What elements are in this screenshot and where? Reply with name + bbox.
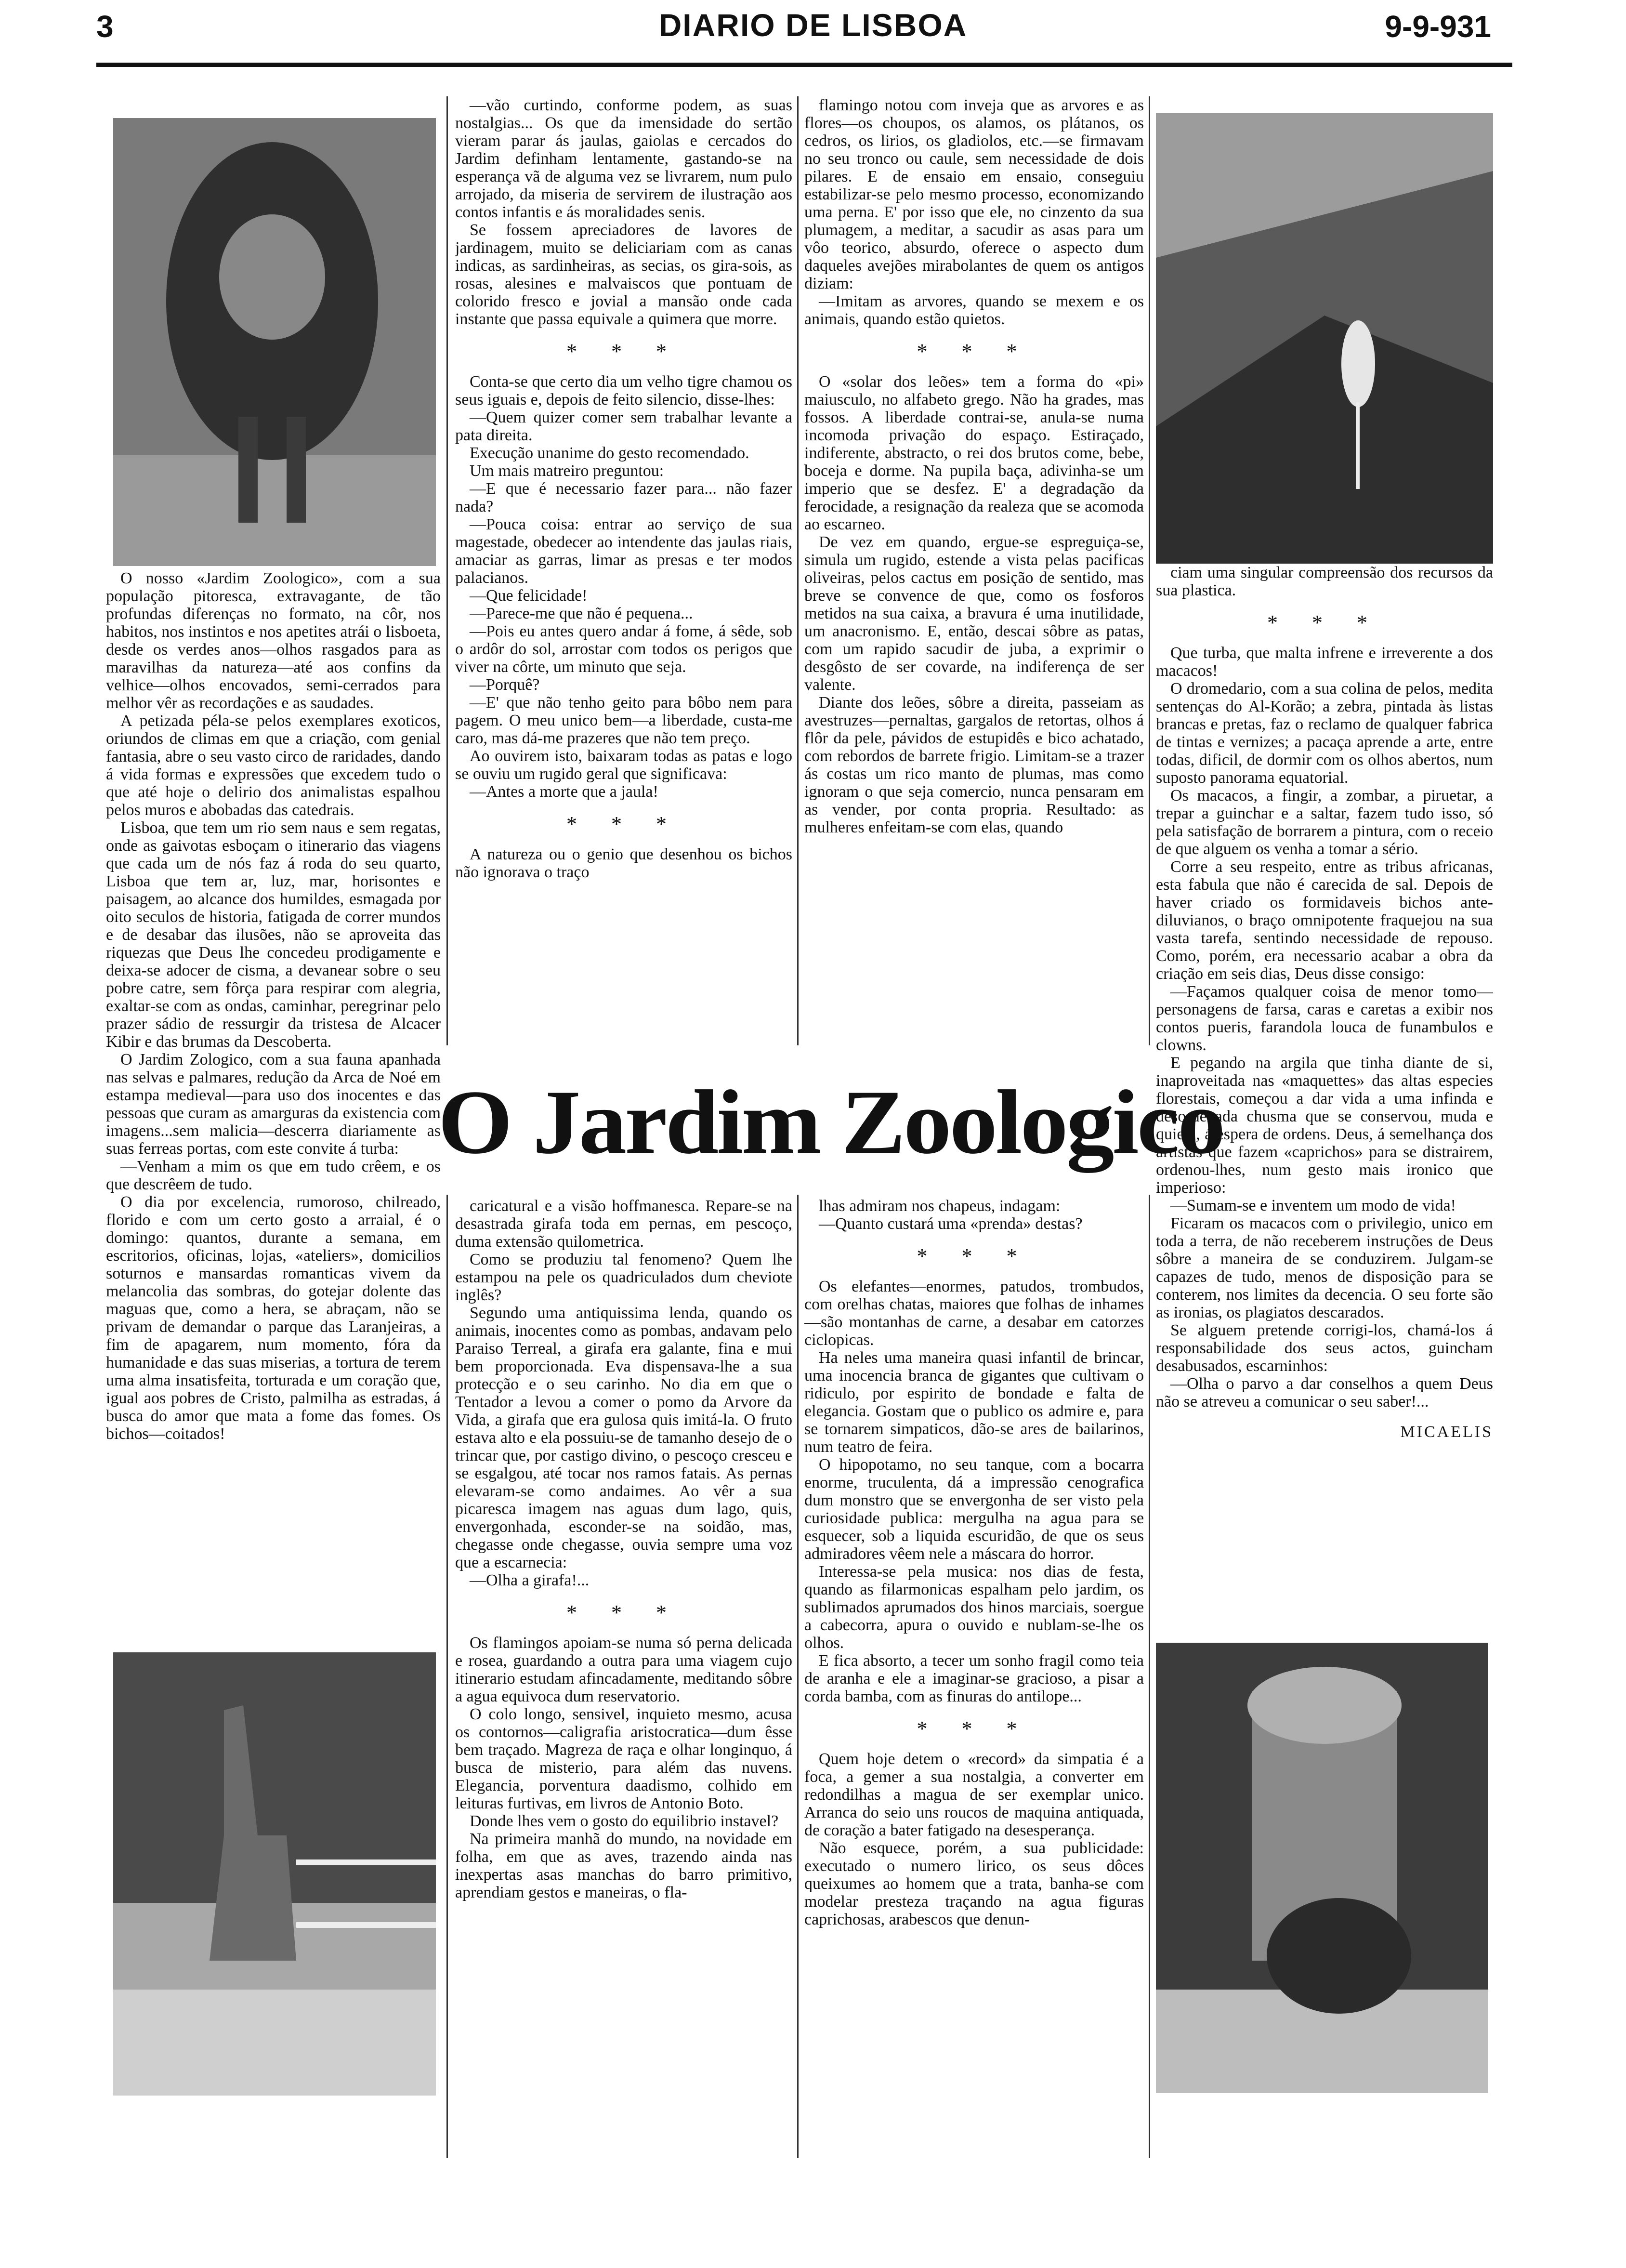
paragraph: Corre a seu respeito, entre as tribus africanas, esta fabula que não é carecida de sal. Depois de haver criado os formidaveis bichos ante-diluvianos, o braço omnipotente fraquejou na sua vasta tarefa, sentindo necessidade de repouso. Como, porém, era necessario acabar a obra da criação em seis dias, Deus disse consigo: xyxy=(1156,858,1493,983)
paragraph: —Imitam as arvores, quando se mexem e os animais, quando estão quietos. xyxy=(804,292,1144,328)
section-separator: * * * xyxy=(566,812,681,836)
lion-photo-image xyxy=(113,118,436,566)
paragraph: Na primeira manhã do mundo, na novidade em folha, em que as aves, trazendo ainda nas inexpertas asas manchas do barro primitivo, aprendiam gestos e maneiras, o fla- xyxy=(455,1830,792,1901)
column-divider xyxy=(1149,1195,1150,2158)
section-separator: * * * xyxy=(917,340,1032,363)
paragraph: Interessa-se pela musica: nos dias de festa, quando as filarmonicas espalham pelo jardim, os sublimados aprumados dos hinos marciais, soergue a cabecorra, apura o ouvido e nublam-se-lhe os olhos. xyxy=(804,1563,1144,1652)
paragraph: O Jardim Zologico, com a sua fauna apanhada nas selvas e palmares, redução da Arca de Noé em estampa medieval—para uso dos inocentes e das pessoas que curam as amarguras da existencia com imagens...sem malicia—descerra diariamente as suas ferreas portas, com este convite á turba: xyxy=(106,1051,441,1158)
paragraph: flamingo notou com inveja que as arvores e as flores—os choupos, os alamos, os plátanos, os cedros, os lirios, os gladiolos, etc.—se firmavam no seu tronco ou caule, sem necessidade de dois pilares. E de ensaio em ensaio, conseguiu estabilizar-se pelo mesmo processo, economizando uma perna. E' por isso que ele, no cinzento da sua plumagem, a meditar, a sacudir as asas para um vôo teorico, absurdo, oferece o aspecto dum daqueles avejões mirabolantes de quem os antigos diziam: xyxy=(804,96,1144,292)
paragraph: E pegando na argila que tinha diante de si, inaproveitada nas «maquettes» das altas especies florestais, começou a dar vida a uma infinda e desordenada chusma que se conservou, muda e quieta, á espera de ordens. Deus, á semelhança dos artistas que fazem «caprichos» para se distrairem, ordenou-lhes, num gesto mais ironico que imperioso: xyxy=(1156,1054,1493,1197)
paragraph: —Antes a morte que a jaula! xyxy=(470,783,658,801)
section-separator: * * * xyxy=(1267,611,1382,634)
paragraph: —E que é necessario fazer para... não fazer nada? xyxy=(455,480,792,515)
photo-lion xyxy=(113,118,436,566)
paragraph: —Parece-me que não é pequena... xyxy=(470,605,693,622)
paragraph: O hipopotamo, no seu tanque, com a bocarra enorme, truculenta, dá a impressão cenografica dum monstro que se envergonha de ser visto pela curiosidade publica: mergulha na agua para se esquecer, sob a liquida escuridão, de que os seus admiradores vêem nele a máscara do horror. xyxy=(804,1456,1144,1563)
giraffe-photo-image xyxy=(113,1652,436,2096)
paragraph: —Olha a girafa!... xyxy=(470,1571,590,1589)
paragraph: —Façamos qualquer coisa de menor tomo—personagens de farsa, caras e caretas a exibir nos contos pueris, farandola louca de funambulos e clowns. xyxy=(1156,983,1493,1054)
paragraph: Diante dos leões, sôbre a direita, passeiam as avestruzes—pernaltas, gargalos de retortas, olhos á flôr da pele, pávidos de estupidês e bico achatado, com rebordos de barrete frigio. Limitam-se a trazer ás costas um rico manto de plumas, mas como ignoram o que seja comercio, nunca pensaram em as vender, por conta propria. Resultado: as mulheres enfeitam-se com elas, quando xyxy=(804,694,1144,836)
page-number: 3 xyxy=(96,9,114,44)
paragraph: A petizada péla-se pelos exemplares exoticos, oriundos de climas em que a criação, com genial fantasia, abre o seu vasto circo de raridades, dando á vida formas e expressões que excedem tudo o que até hoje o delirio dos animalistas espalhou pelos muros e abobadas das catedrais. xyxy=(106,712,441,819)
paragraph: Conta-se que certo dia um velho tigre chamou os seus iguais e, depois de feito silencio, disse-lhes: xyxy=(455,373,792,409)
paragraph: Donde lhes vem o gosto do equilibrio instavel? xyxy=(470,1812,779,1830)
elephant-photo-image xyxy=(1156,1643,1488,2093)
paragraph: Os elefantes—enormes, patudos, trombudos, com orelhas chatas, maiores que folhas de inhames—são montanhas de carne, a desabar em catorzes ciclopicas. xyxy=(804,1278,1144,1349)
section-separator: * * * xyxy=(566,1601,681,1624)
article-headline: O Jardim Zoologico xyxy=(438,1072,1224,1173)
paragraph: Quem hoje detem o «record» da simpatia é a foca, a gemer a sua nostalgia, a converter em redondilhas a magua de ser exemplar unico. Arranca do seio uns roucos de maquina antiquada, de coração a bater fatigado na desesperança. xyxy=(804,1750,1144,1839)
paragraph: —Pois eu antes quero andar á fome, á sêde, sob o ardôr do sol, arrostar com todos os perigos que viver na côrte, um minuto que seja. xyxy=(455,622,792,676)
paragraph: Ficaram os macacos com o privilegio, unico em toda a terra, de não receberem instruções de Deus sôbre a maneira de se conduzirem. Julgam-se capazes de tudo, menos de disposição para se conterem, nos limites da decencia. O seu forte são as ironias, os plagiatos descarados. xyxy=(1156,1214,1493,1321)
paragraph: Não esquece, porém, a sua publicidade: executado o numero lirico, os seus dôces queixumes ao homem que a trata, banha-se com modelar presteza traçando na agua figuras caprichosas, arabescos que denun- xyxy=(804,1839,1144,1928)
paragraph: Os flamingos apoiam-se numa só perna delicada e rosea, guardando a outra para uma viagem cujo itinerario estudam afincadamente, meditando sôbre a agua equivoca dum reservatorio. xyxy=(455,1634,792,1705)
paragraph: —Porquê? xyxy=(470,676,540,694)
paragraph: Um mais matreiro preguntou: xyxy=(470,462,664,480)
paragraph: —Sumam-se e inventem um modo de vida! xyxy=(1170,1197,1456,1214)
column-2-top xyxy=(455,96,792,1045)
paragraph: E fica absorto, a tecer um sonho fragil como teia de aranha e ele a imaginar-se gracioso, a pisar a corda bamba, com as finuras do antilope... xyxy=(804,1652,1144,1705)
paragraph: O «solar dos leões» tem a forma do «pi» maiusculo, no alfabeto grego. Não ha grades, mas fossos. A liberdade contrai-se, anula-se numa incomoda privação do espaço. Estiraçado, indiferente, abstracto, o rei dos brutos come, bebe, boceja e dorme. Na pupila baça, adivinha-se um imperio que se desfez. E' a degradação da ferocidade, a resignação da realeza que se acomoda ao escarneo. xyxy=(804,373,1144,533)
column-3-bottom xyxy=(804,1197,1144,2156)
paragraph: —Quem quizer comer sem trabalhar levante a pata direita. xyxy=(455,409,792,444)
photo-flamingo xyxy=(1156,113,1493,564)
photo-elephant xyxy=(1156,1643,1488,2093)
column-divider xyxy=(446,96,448,1045)
paragraph: Ao ouvirem isto, baixaram todas as patas e logo se ouviu um rugido geral que significava: xyxy=(455,747,792,783)
column-3-top xyxy=(804,96,1144,1045)
paragraph: Execução unanime do gesto recomendado. xyxy=(470,444,749,462)
section-separator: * * * xyxy=(566,340,681,363)
newspaper-title: DIARIO DE LISBOA xyxy=(658,7,968,43)
paragraph: De vez em quando, ergue-se espreguiça-se, simula um rugido, estende a vista pelas pacificas oliveiras, pelos cactus em posição de sentido, mas breve se convence de que, como os fosforos metidos na sua caixa, a bravura é uma inutilidade, um anacronismo. E, então, descai sôbre as patas, com um rapido sacudir de juba, a exprimir o desgôsto de ser covarde, na indiferença de ser valente. xyxy=(804,533,1144,694)
paragraph: Ha neles uma maneira quasi infantil de brincar, uma inocencia branca de gigantes que cultivam o ridiculo, por espirito de bondade e falta de elegancia. Gostam que o publico os admire e, para se tornarem simpaticos, dão-se ares de bailarinos, num teatro de feira. xyxy=(804,1349,1144,1456)
paragraph: —Que felicidade! xyxy=(470,587,588,605)
paragraph: Lisboa, que tem um rio sem naus e sem regatas, onde as gaivotas esboçam o itinerario das viagens que cada um de nós faz á roda do seu quarto, Lisboa que tem ar, luz, mar, horisontes e paisagem, ao alcance dos humildes, esmagada por oito seculos de historia, fatigada de correr mundos e de desabar das ilusões, não se aproveita das riquezas que Deus lhe concedeu prodigamente e deixa-se adocer de cisma, a devanear sobre o seu pobre catre, sem fôrça para respirar com alegria, exaltar-se com as ondas, caminhar, peregrinar pelo prazer sádio de ressurgir da tristesa de Alcacer Kibir e das brumas da Descoberta. xyxy=(106,819,441,1051)
paragraph: Se alguem pretende corrigi-los, chamá-los á responsabilidade dos seus actos, guincham desabusados, escarninhos: xyxy=(1156,1321,1493,1375)
paragraph: A natureza ou o genio que desenhou os bichos não ignorava o traço xyxy=(455,845,792,881)
masthead xyxy=(0,0,1626,67)
paragraph: Os macacos, a fingir, a zombar, a piruetar, a trepar a guinchar e a saltar, fazem tudo isso, só pela satisfação de borrarem a pintura, com o receio de que alguem os venha a tomar a sério. xyxy=(1156,787,1493,858)
paragraph: Segundo uma antiquissima lenda, quando os animais, inocentes como as pombas, andavam pelo Paraiso Terreal, a girafa era galante, fina e mui bem proporcionada. Eva dispensava-lhe a sua protecção e o seu carinho. No dia em que o Tentador a levou a comer o pomo da Arvore da Vida, a girafa que era gulosa quis imitá-la. O fruto estava alto e ela possuiu-se de tamanho desejo de o trincar que, por castigo divino, o pescoço cresceu e se esgalgou, até tocar nos ramos fatais. As pernas elevaram-se como andaimes. Ao vêr a sua picaresca imagem nas aguas dum lago, quis, envergonhada, esconder-se na soidão, mas, chegasse onde chegasse, ouvia sempre uma voz que a escarnecia: xyxy=(455,1304,792,1571)
column-4 xyxy=(1156,564,1493,1638)
column-divider xyxy=(797,1195,799,2158)
paragraph: —Olha o parvo a dar conselhos a quem Deus não se atreveu a comunicar o seu saber!... xyxy=(1156,1375,1493,1411)
paragraph: lhas admiram nos chapeus, indagam: xyxy=(819,1197,1061,1215)
flamingo-photo-image xyxy=(1156,113,1493,564)
paragraph: —Pouca coisa: entrar ao serviço de sua magestade, obedecer ao intendente das jaulas riais, amaciar as garras, limar as presas e ter modos palacianos. xyxy=(455,515,792,587)
paragraph: O colo longo, sensivel, inquieto mesmo, acusa os contornos—caligrafia aristocratica—dum êsse bem traçado. Magreza de raça e olhar longinquo, á busca de misterio, para além das nuvens. Elegancia, porventura daadismo, colhido em leituras furtivas, em livros de Antonio Boto. xyxy=(455,1705,792,1812)
column-divider xyxy=(1149,96,1150,1045)
paragraph: ciam uma singular compreensão dos recursos da sua plastica. xyxy=(1156,564,1493,599)
paragraph: —Venham a mim os que em tudo crêem, e os que descrêem de tudo. xyxy=(106,1158,441,1193)
column-divider xyxy=(446,1195,448,2158)
paragraph: O nosso «Jardim Zoologico», com a sua população pitoresca, extravagante, de tão profundas diferenças no formato, na côr, nos habitos, nos instintos e nos apetites atrái o lisboeta, desde os verdes anos—olhos rasgados para as maravilhas da natureza—até aos confins da velhice—olhos encovados, semi-cerrados para melhor vêr as recordações e as saudades. xyxy=(106,569,441,712)
column-1 xyxy=(106,569,441,1644)
column-divider xyxy=(797,96,799,1045)
issue-date: 9-9-931 xyxy=(1385,9,1491,44)
paragraph: —Quanto custará uma «prenda» destas? xyxy=(819,1215,1083,1233)
section-separator: * * * xyxy=(917,1717,1032,1741)
photo-giraffe xyxy=(113,1652,436,2096)
paragraph: —E' que não tenho geito para bôbo nem para pagem. O meu unico bem—a liberdade, custa-me caro, mas dá-me prazeres que não tem preço. xyxy=(455,694,792,747)
section-separator: * * * xyxy=(917,1244,1032,1268)
paragraph: —vão curtindo, conforme podem, as suas nostalgias... Os que da imensidade do sertão vieram parar ás jaulas, gaiolas e cercados do Jardim definham lentamente, gastando-se na esperança vã de alguma vez se livrarem, num pulo arrojado, da miseria de servirem de ilustração aos contos infantis e ás moralidades senis. xyxy=(455,96,792,221)
paragraph: Como se produziu tal fenomeno? Quem lhe estampou na pele os quadriculados dum cheviote inglês? xyxy=(455,1251,792,1304)
paragraph: O dromedario, com a sua colina de pelos, medita sentenças do Al-Korão; a zebra, pintada às listas brancas e pretas, faz o reclamo de qualquer fabrica de tintas e vernizes; a pacaça aprende a arte, entre todas, dificil, de dormir com os olhos abertos, num suposto panorama equatorial. xyxy=(1156,680,1493,787)
paragraph: Que turba, que malta infrene e irreverente a dos macacos! xyxy=(1156,644,1493,680)
header-rule xyxy=(96,63,1512,67)
paragraph: O dia por excelencia, rumoroso, chilreado, florido e com um certo gosto a arraial, é o domingo: quantos, durante a semana, em escritorios, oficinas, lojas, «ateliers», domicilios soturnos e mansardas romanticas vivem da melancolia das sombras, do gotejar dolente das maguas que, como a hera, se abraçam, não se privam de demandar o parque das Laranjeiras, a fim de apagarem, num momento, fóra da humanidade e das suas miserias, a tortura de terem uma alma insatisfeita, torturada e um coração que, igual aos pobres de Cristo, palmilha as estradas, á busca do amor que mata a fome das fomes. Os bichos—coitados! xyxy=(106,1193,441,1443)
paragraph: Se fossem apreciadores de lavores de jardinagem, muito se deliciariam com as canas indicas, as sardinheiras, as secias, os gira-sois, as rosas, alesines e malvaiscos que pontuam de colorido fresco e jovial a mansão onde cada instante que passa equivale a quimera que morre. xyxy=(455,221,792,328)
column-2-bottom xyxy=(455,1197,792,2156)
author-signature: MICAELIS xyxy=(1400,1423,1493,1441)
paragraph: caricatural e a visão hoffmanesca. Repare-se na desastrada girafa toda em pernas, em pescoço, duma extensão quilometrica. xyxy=(455,1197,792,1251)
